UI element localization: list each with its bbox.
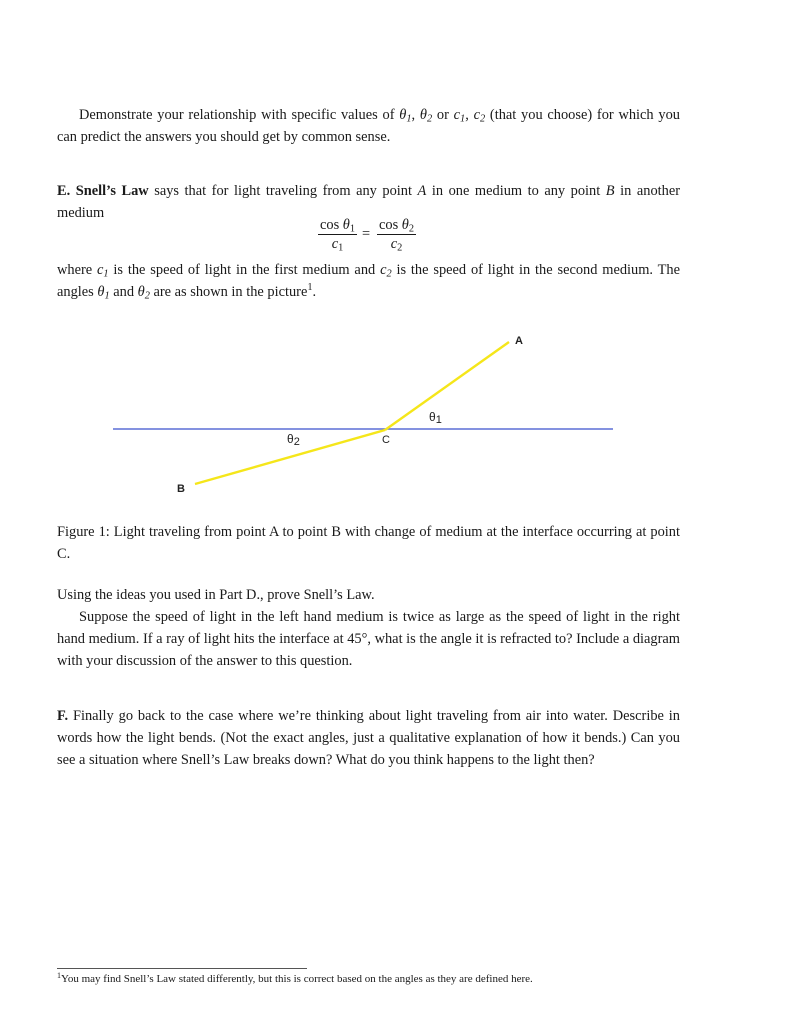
text-run: , (411, 107, 420, 123)
text-run: Finally go back to the case where we’re thinking about light traveling from air into water. Describe in words how the light bends. (Not the exact angles, just a qualitative explanation of how it bends.) Can you see a situation where Snell’s Law breaks down? What do you think happens to the light then? (57, 708, 680, 768)
text-run: Demonstrate your relationship with specific values of (79, 107, 400, 123)
theta2-symbol: $\theta_2$ (137, 284, 150, 302)
text-run: and (109, 284, 138, 300)
ray-segment-a-to-c (385, 342, 509, 430)
section-f-paragraph (57, 705, 680, 771)
c1-symbol: $c_1$ (453, 107, 466, 125)
theta1-label: θ1 (429, 410, 442, 426)
section-f-heading: F. (57, 708, 69, 724)
point-a-symbol: A (417, 183, 427, 199)
text-run: is the speed of light in the second medium. The angles (57, 262, 680, 300)
c2-symbol: $c_2$ (380, 262, 392, 280)
theta2-label: θ2 (287, 432, 300, 448)
theta1-symbol: $\theta_1$ (399, 107, 412, 125)
prove-paragraph: Using the ideas you used in Part D., prove Snell’s Law. (57, 587, 375, 603)
snells-law-equation (318, 216, 418, 256)
text-run: is the speed of light in the first medium and (108, 262, 381, 278)
refraction-figure (0, 320, 791, 500)
text-run: where (57, 262, 97, 278)
left-fraction: $\frac{\cos \theta_1}{c_1}$ (320, 217, 356, 254)
c1-symbol: $c_1$ (97, 262, 109, 280)
text-run: . (312, 284, 317, 300)
where-paragraph (57, 259, 680, 303)
text-run: in another medium (57, 183, 681, 221)
label-a: A (515, 335, 523, 347)
c2-symbol: $c_2$ (473, 107, 486, 125)
text-run: , (465, 107, 474, 123)
suppose-paragraph (57, 606, 680, 672)
footnote-text: You may find Snell’s Law stated differently, but this is correct based on the angles as they are defined here. (61, 973, 533, 985)
text-run: are as shown in the picture (149, 284, 308, 300)
demonstrate-paragraph (57, 104, 680, 148)
footnote-reference: 1 (307, 282, 313, 294)
text-run: in one medium to any point (426, 183, 606, 199)
text-run: , what is the angle it is refracted to? Include a diagram with your discussion of the answer to this question. (57, 631, 680, 669)
footnote (57, 972, 717, 986)
text-run: or (432, 107, 454, 123)
theta2-symbol: $\theta_2$ (419, 107, 433, 125)
theta1-symbol: $\theta_1$ (97, 284, 110, 302)
figure-caption: Figure 1: Light traveling from point A to point B with change of medium at the interface occurring at point C. (57, 524, 680, 562)
footnote-mark: 1 (57, 971, 61, 980)
text-run: Suppose the speed of light in the left hand medium is twice as large as the speed of light in the right hand medium. If a ray of light hits the interface at (57, 609, 680, 647)
point-b-symbol: B (605, 183, 615, 199)
footnote-rule (57, 968, 307, 969)
equals-sign: = (362, 226, 371, 242)
label-b: B (177, 483, 185, 495)
text-run: says that for light traveling from any point (148, 183, 418, 199)
section-e-heading: E. Snell’s Law (57, 183, 149, 199)
right-fraction: $\frac{\cos \theta_2}{c_2}$ (379, 217, 415, 254)
label-c: C (382, 434, 390, 446)
text-run: (that you choose) for which you can predict the answers you should get by common sense. (57, 107, 680, 145)
angle-value: 45° (347, 631, 368, 647)
